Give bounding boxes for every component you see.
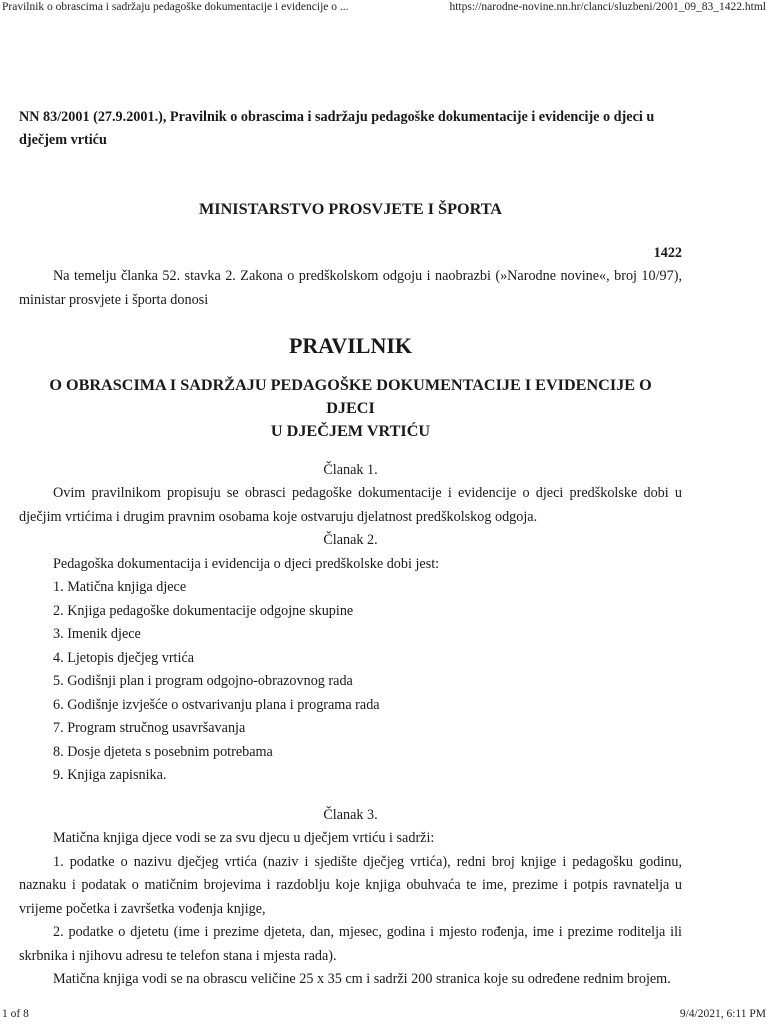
print-footer <box>0 1006 768 1024</box>
list-item: 2. Knjiga pedagoške dokumentacije odgojne skupine <box>53 602 354 619</box>
list-item: 6. Godišnje izvješće o ostvarivanju plana i programa rada <box>53 696 380 713</box>
article-1-label: Članak 1. <box>323 461 378 478</box>
list-item: 2. podatke o djetetu (ime i prezime djeteta, dan, mjesec, godina i mjesto rođenja, ime i prezime roditelja ili skrbnika i njihovu adresu te telefon stana i mjesta rada). <box>19 924 682 964</box>
subtitle-line-1: O OBRASCIMA I SADRŽAJU PEDAGOŠKE DOKUMENTACIJE I EVIDENCIJE O DJECI <box>49 375 652 417</box>
document-subtitle <box>19 374 682 443</box>
article-3-intro: Matična knjiga djece vodi se za svu djecu u dječjem vrtiću i sadrži: <box>53 830 435 846</box>
document-heading: NN 83/2001 (27.9.2001.), Pravilnik o obrascima i sadržaju pedagoške dokumentacije i evidencije o djeci u dječjem vrtiću <box>19 109 655 148</box>
article-2-label: Članak 2. <box>323 532 378 548</box>
article-1-text: Ovim pravilnikom propisuju se obrasci pedagoške dokumentacije i evidencije o djeci predškolske dobi u dječjim vrtićima i drugim pravnim osobama koje ostvaruju djelatnost predškolskog odgoja. <box>19 485 682 525</box>
list-item: 8. Dosje djeteta s posebnim potrebama <box>53 743 273 760</box>
list-item: 3. Imenik djece <box>53 626 141 642</box>
print-datetime: 9/4/2021, 6:11 PM <box>679 1008 766 1020</box>
print-header <box>0 0 768 18</box>
preamble: Na temelju članka 52. stavka 2. Zakona o predškolskom odgoju i naobrazbi (»Narodne novine«, broj 10/97), ministar prosvjete i športa donosi <box>19 268 682 308</box>
document-number: 1422 <box>653 244 682 261</box>
page-counter: 1 of 8 <box>2 1008 29 1020</box>
article-3-label: Članak 3. <box>323 806 378 823</box>
list-item: 9. Knjiga zapisnika. <box>53 767 167 783</box>
article-2-intro: Pedagoška dokumentacija i evidencija o djeci predškolske dobi jest: <box>53 555 440 572</box>
ministry-name: MINISTARSTVO PROSVJETE I ŠPORTA <box>199 200 502 218</box>
list-item: 1. Matična knjiga djece <box>53 579 187 595</box>
document-body <box>19 100 682 992</box>
document-title: PRAVILNIK <box>288 333 413 358</box>
list-item: 7. Program stručnog usavršavanja <box>53 720 246 736</box>
subtitle-line-2: U DJEČJEM VRTIĆU <box>270 421 431 440</box>
list-item: 4. Ljetopis dječjeg vrtića <box>53 649 195 666</box>
list-item: 1. podatke o nazivu dječjeg vrtića (naziv i sjedište dječjeg vrtića), redni broj knjige i pedagošku godinu, naznaku i podatak o matičnim brojevima i razdoblju koje knjiga obuhvaća te ime, prezime i potpis ravnatelja u vrijeme početka i završetka vođenja knjige, <box>19 853 682 917</box>
list-item: 5. Godišnji plan i program odgojno-obrazovnog rada <box>53 673 353 689</box>
print-header-url[interactable]: https://narodne-novine.nn.hr/clanci/sluzbeni/2001_09_83_1422.html <box>449 1 766 13</box>
print-header-title: Pravilnik o obrascima i sadržaju pedagoške dokumentacije i evidencije o ... <box>2 1 349 13</box>
article-3-closing: Matična knjiga vodi se na obrascu veličine 25 x 35 cm i sadrži 200 stranica koje su određene rednim brojem. <box>53 971 671 987</box>
